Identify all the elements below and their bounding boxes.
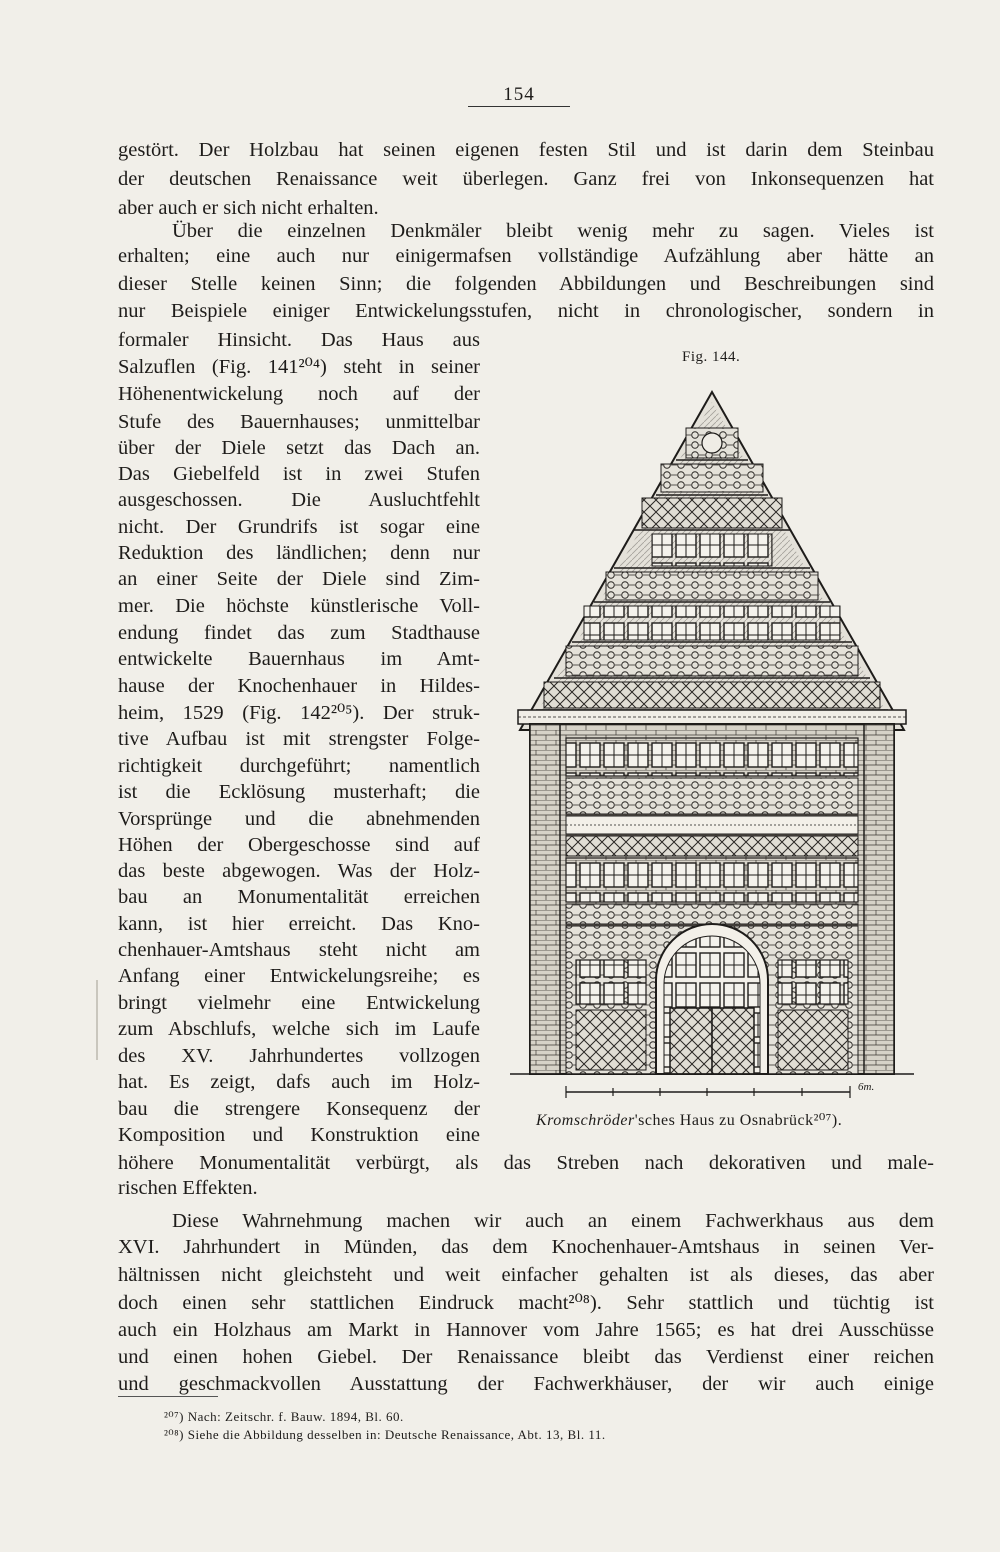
page-number: 154 bbox=[503, 84, 535, 105]
text-line: bau die strengere Konsequenz der bbox=[118, 1098, 480, 1120]
text-line: Anfang einer Entwickelungsreihe; es bbox=[118, 965, 480, 987]
footnote-208: ²⁰⁸) Siehe die Abbildung desselben in: Deutsche Renaissance, Abt. 13, Bl. 11. bbox=[164, 1427, 606, 1442]
scale-label: 6m. bbox=[858, 1081, 875, 1093]
text-line: Über die einzelnen Denkmäler bleibt wenig mehr zu sagen. Vieles ist bbox=[172, 220, 934, 242]
text-line: Stufe des Bauernhauses; unmittelbar bbox=[118, 411, 480, 433]
text-line: Reduktion des ländlichen; denn nur bbox=[118, 542, 480, 564]
caption-name: Kromschröder bbox=[536, 1112, 635, 1129]
text-line: bringt vielmehr eine Entwickelung bbox=[118, 992, 480, 1014]
text-line: endung findet das zum Stadthause bbox=[118, 622, 480, 644]
text-line: mer. Die höchste künstlerische Voll- bbox=[118, 595, 480, 617]
text-line: erhalten; eine auch nur einigermafsen vollständige Aufzählung aber hätte an bbox=[118, 245, 934, 267]
text-line: und geschmackvollen Ausstattung der Fachwerkhäuser, der wir auch einige bbox=[118, 1373, 934, 1395]
text-line: bau an Monumentalität erreichen bbox=[118, 886, 480, 908]
text-line: richtigkeit durchgeführt; namentlich bbox=[118, 755, 480, 777]
text-line: Komposition und Konstruktion eine bbox=[118, 1124, 480, 1146]
text-line: ausgeschossen. Die Ausluchtfehlt bbox=[118, 489, 480, 511]
text-line: der deutschen Renaissance weit überlegen. Ganz frei von Inkonsequenzen hat bbox=[118, 168, 934, 190]
text-line: zum Abschlufs, welche sich im Laufe bbox=[118, 1018, 480, 1040]
text-line: aber auch er sich nicht erhalten. bbox=[118, 197, 379, 219]
text-line: hause der Knochenhauer in Hildes- bbox=[118, 675, 480, 697]
text-line: doch einen sehr stattlichen Eindruck macht²⁰⁸). Sehr stattlich und tüchtig ist bbox=[118, 1292, 934, 1314]
text-line: hältnissen nicht gleichsteht und weit einfacher gehalten ist als dieses, das aber bbox=[118, 1264, 934, 1286]
text-line: ist die Ecklösung musterhaft; die bbox=[118, 781, 480, 803]
text-line: Höhen der Obergeschosse sind auf bbox=[118, 834, 480, 856]
text-line: das beste abgewogen. Was der Holz- bbox=[118, 860, 480, 882]
caption-text: 'sches Haus zu Osnabrück²⁰⁷). bbox=[634, 1112, 843, 1129]
text-line: über der Diele setzt das Dach an. bbox=[118, 437, 480, 459]
text-line: gestört. Der Holzbau hat seinen eigenen festen Stil und ist darin dem Steinbau bbox=[118, 139, 934, 161]
text-line: auch ein Holzhaus am Markt in Hannover vom Jahre 1565; es hat drei Ausschüsse bbox=[118, 1319, 934, 1341]
text-line: höhere Monumentalität verbürgt, als das Streben nach dekorativen und male- bbox=[118, 1152, 934, 1174]
header-rule bbox=[468, 106, 570, 107]
footnote-rule bbox=[118, 1396, 218, 1397]
text-line: und einen hohen Giebel. Der Renaissance bleibt das Verdienst einer reichen bbox=[118, 1346, 934, 1368]
text-line: formaler Hinsicht. Das Haus aus bbox=[118, 329, 480, 351]
text-line: Diese Wahrnehmung machen wir auch an einem Fachwerkhaus aus dem bbox=[172, 1210, 934, 1232]
figure-house-illustration bbox=[506, 380, 918, 1100]
text-line: hat. Es zeigt, dafs auch im Holz- bbox=[118, 1071, 480, 1093]
text-line: Höhenentwickelung noch auf der bbox=[118, 383, 480, 405]
text-line: entwickelte Bauernhaus im Amt- bbox=[118, 648, 480, 670]
text-line: Das Giebelfeld ist in zwei Stufen bbox=[118, 463, 480, 485]
text-line: nur Beispiele einiger Entwickelungsstufen, nicht in chronologischer, sondern in bbox=[118, 300, 934, 322]
figure-label: Fig. 144. bbox=[682, 349, 741, 365]
text-line: heim, 1529 (Fig. 142²⁰⁵). Der struk- bbox=[118, 702, 480, 724]
text-line: Vorsprünge und die abnehmenden bbox=[118, 808, 480, 830]
text-line: des XV. Jahrhundertes vollzogen bbox=[118, 1045, 480, 1067]
text-line: chenhauer-Amtshaus steht nicht am bbox=[118, 939, 480, 961]
figure-caption bbox=[536, 1110, 916, 1130]
text-line: nicht. Der Grundrifs ist sogar eine bbox=[118, 516, 480, 538]
footnote-207: ²⁰⁷) Nach: Zeitschr. f. Bauw. 1894, Bl. 60. bbox=[164, 1409, 404, 1424]
text-line: dieser Stelle keinen Sinn; die folgenden Abbildungen und Beschreibungen sind bbox=[118, 273, 934, 295]
text-line: XVI. Jahrhundert in Münden, das dem Knochenhauer-Amtshaus in seinen Ver- bbox=[118, 1236, 934, 1258]
text-line: an einer Seite der Diele sind Zim- bbox=[118, 568, 480, 590]
text-line: rischen Effekten. bbox=[118, 1177, 258, 1199]
text-line: Salzuflen (Fig. 141²⁰⁴) steht in seiner bbox=[118, 356, 480, 378]
text-line: tive Aufbau ist mit strengster Folge- bbox=[118, 728, 480, 750]
text-line: kann, ist hier erreicht. Das Kno- bbox=[118, 913, 480, 935]
house-facade-drawing bbox=[506, 380, 918, 1100]
scan-artifact bbox=[96, 980, 98, 1060]
